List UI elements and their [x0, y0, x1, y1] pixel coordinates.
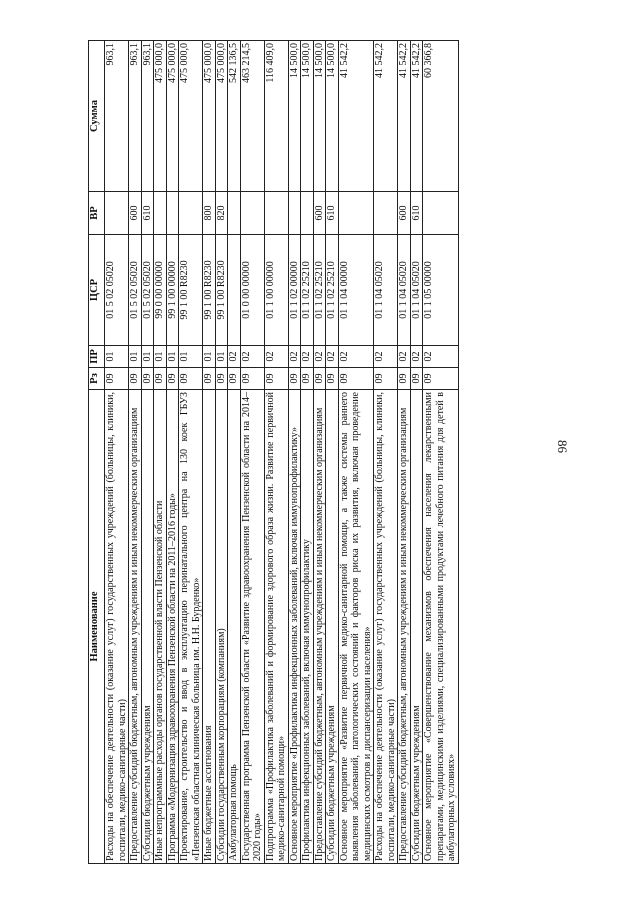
cell-name: Профилактика инфекционных заболеваний, включая иммунопрофилактику: [301, 390, 314, 864]
cell-sum: 463 214,5: [240, 41, 264, 192]
header-rz: Рз: [89, 368, 105, 390]
cell-sum: 963,1: [129, 41, 142, 192]
cell-pr: 02: [301, 346, 314, 368]
cell-pr: 01: [215, 346, 228, 368]
cell-name: Подпрограмма «Профилактика заболеваний и формирование здорового образа жизни. Развитие первичной медико-санитарной помощи»: [264, 390, 288, 864]
cell-csr: 01 1 02 25210: [301, 235, 314, 346]
cell-sum: 14 500,0: [313, 41, 326, 192]
cell-rz: 09: [154, 368, 167, 390]
cell-csr: 99 1 00 00000: [166, 235, 179, 346]
table-row: [129, 41, 142, 864]
cell-name: Иные бюджетные ассигнования: [203, 390, 216, 864]
cell-vr: [240, 192, 264, 235]
cell-sum: 41 542,2: [374, 41, 398, 192]
cell-name: Проектирование, строительство и ввод в эксплуатацию перинатального центра на 130 коек ГБУЗ «Пензенская областная клиническая больница им. Н.Н. Бурденко»: [179, 390, 203, 864]
cell-vr: [179, 192, 203, 235]
cell-pr: 01: [166, 346, 179, 368]
cell-rz: 09: [288, 368, 301, 390]
cell-pr: 02: [423, 346, 459, 368]
cell-csr: 01 1 04 05020: [410, 235, 423, 346]
budget-table: [88, 40, 459, 864]
cell-pr: 02: [288, 346, 301, 368]
table-row: [215, 41, 228, 864]
table-row: [374, 41, 398, 864]
cell-name: Программа «Модернизация здравоохранения Пензенской области на 2011–2016 годы»: [166, 390, 179, 864]
cell-rz: 09: [141, 368, 154, 390]
cell-pr: 01: [179, 346, 203, 368]
page-number: 86: [555, 440, 570, 453]
table-row: [179, 41, 203, 864]
cell-sum: 475 000,0: [215, 41, 228, 192]
cell-csr: [228, 235, 241, 346]
cell-pr: 01: [105, 346, 129, 368]
cell-csr: 01 0 00 00000: [240, 235, 264, 346]
cell-vr: [374, 192, 398, 235]
table-row: [423, 41, 459, 864]
cell-csr: 01 1 00 00000: [264, 235, 288, 346]
cell-rz: 09: [338, 368, 374, 390]
cell-pr: 02: [264, 346, 288, 368]
cell-name: Основное мероприятие «Совершенствование механизмов обеспечения населения лекарственными препаратами, медицинскими изделиями, специализированными продуктами лечебного питания для детей в амбулаторных условиях»: [423, 390, 459, 864]
cell-csr: 99 0 00 00000: [154, 235, 167, 346]
cell-csr: 99 1 00 R8230: [179, 235, 203, 346]
cell-pr: 02: [338, 346, 374, 368]
cell-csr: 01 5 02 05020: [141, 235, 154, 346]
cell-rz: 09: [326, 368, 339, 390]
cell-rz: 09: [179, 368, 203, 390]
cell-name: Субсидии государственным корпорациям (компаниям): [215, 390, 228, 864]
cell-vr: [338, 192, 374, 235]
cell-vr: [288, 192, 301, 235]
cell-rz: 09: [129, 368, 142, 390]
cell-csr: 01 1 04 05020: [398, 235, 411, 346]
cell-csr: 99 1 00 R8230: [203, 235, 216, 346]
cell-csr: 01 1 02 25210: [326, 235, 339, 346]
table-header-row: [89, 41, 105, 864]
cell-vr: 820: [215, 192, 228, 235]
cell-vr: 600: [129, 192, 142, 235]
table-row: [141, 41, 154, 864]
table-row: [301, 41, 314, 864]
cell-pr: 02: [374, 346, 398, 368]
cell-pr: 02: [240, 346, 264, 368]
cell-sum: 41 542,2: [410, 41, 423, 192]
cell-pr: 01: [154, 346, 167, 368]
cell-pr: 01: [129, 346, 142, 368]
cell-sum: 116 409,0: [264, 41, 288, 192]
cell-rz: 09: [398, 368, 411, 390]
table-row: [228, 41, 241, 864]
cell-rz: 09: [423, 368, 459, 390]
cell-name: Субсидии бюджетным учреждениям: [410, 390, 423, 864]
cell-csr: 01 1 02 25210: [313, 235, 326, 346]
cell-pr: 02: [326, 346, 339, 368]
cell-sum: 963,1: [141, 41, 154, 192]
cell-name: Государственная программа Пензенской области «Развитие здравоохранения Пензенской области на 2014–2020 годы»: [240, 390, 264, 864]
cell-name: Предоставление субсидий бюджетным, автономным учреждениям и иным некоммерческим организациям: [129, 390, 142, 864]
cell-rz: 09: [215, 368, 228, 390]
header-vr: ВР: [89, 192, 105, 235]
cell-vr: 610: [141, 192, 154, 235]
cell-vr: 600: [313, 192, 326, 235]
cell-sum: 14 500,0: [326, 41, 339, 192]
cell-pr: 02: [398, 346, 411, 368]
cell-vr: [228, 192, 241, 235]
cell-rz: 09: [203, 368, 216, 390]
cell-vr: [105, 192, 129, 235]
table-row: [410, 41, 423, 864]
cell-sum: 475 000,0: [203, 41, 216, 192]
header-pr: ПР: [89, 346, 105, 368]
cell-name: Основное мероприятие «Профилактика инфекционных заболеваний, включая иммунопрофилактику»: [288, 390, 301, 864]
cell-csr: 01 1 02 00000: [288, 235, 301, 346]
cell-rz: 09: [264, 368, 288, 390]
cell-csr: 01 5 02 05020: [129, 235, 142, 346]
table-row: [313, 41, 326, 864]
cell-sum: 60 366,8: [423, 41, 459, 192]
cell-pr: 01: [203, 346, 216, 368]
cell-rz: 09: [313, 368, 326, 390]
cell-rz: 09: [240, 368, 264, 390]
cell-name: Предоставление субсидий бюджетным, автономным учреждениям и иным некоммерческим организациям: [313, 390, 326, 864]
cell-vr: [301, 192, 314, 235]
cell-vr: 610: [326, 192, 339, 235]
cell-vr: [264, 192, 288, 235]
cell-rz: 09: [105, 368, 129, 390]
header-name: Наименование: [89, 390, 105, 864]
cell-csr: 01 5 02 05020: [105, 235, 129, 346]
cell-sum: 475 000,0: [166, 41, 179, 192]
cell-name: Основное мероприятие «Развитие первичной медико-санитарной помощи, а также системы раннего выявления заболеваний, патологических состояний и факторов риска их развития, включая проведение медицинских осмотров и диспансеризации населения»: [338, 390, 374, 864]
header-csr: ЦСР: [89, 235, 105, 346]
cell-sum: 41 542,2: [398, 41, 411, 192]
cell-pr: 02: [228, 346, 241, 368]
cell-rz: 09: [374, 368, 398, 390]
table-body: [105, 41, 459, 864]
table-row: [264, 41, 288, 864]
cell-name: Предоставление субсидий бюджетным, автономным учреждениям и иным некоммерческим организациям: [398, 390, 411, 864]
cell-sum: 963,1: [105, 41, 129, 192]
cell-sum: 475 000,0: [154, 41, 167, 192]
cell-name: Расходы на обеспечение деятельности (оказание услуг) государственных учреждений (больницы, клиники, госпитали, медико-санитарные части): [105, 390, 129, 864]
header-sum: Сумма: [89, 41, 105, 192]
cell-sum: 14 500,0: [288, 41, 301, 192]
cell-csr: 99 1 00 R8230: [215, 235, 228, 346]
cell-sum: 41 542,2: [338, 41, 374, 192]
cell-vr: 600: [398, 192, 411, 235]
cell-name: Субсидии бюджетным учреждениям: [326, 390, 339, 864]
cell-rz: 09: [410, 368, 423, 390]
cell-rz: 09: [301, 368, 314, 390]
table-row: [240, 41, 264, 864]
table-row: [166, 41, 179, 864]
cell-sum: 542 136,5: [228, 41, 241, 192]
cell-sum: 14 500,0: [301, 41, 314, 192]
table-row: [326, 41, 339, 864]
cell-name: Субсидии бюджетным учреждениям: [141, 390, 154, 864]
cell-pr: 02: [410, 346, 423, 368]
cell-pr: 01: [141, 346, 154, 368]
cell-vr: 800: [203, 192, 216, 235]
cell-sum: 475 000,0: [179, 41, 203, 192]
cell-rz: 09: [166, 368, 179, 390]
cell-csr: 01 1 05 00000: [423, 235, 459, 346]
cell-name: Расходы на обеспечение деятельности (оказание услуг) государственных учреждений (больницы, клиники, госпитали, медико-санитарные части): [374, 390, 398, 864]
table-row: [203, 41, 216, 864]
cell-vr: [166, 192, 179, 235]
cell-csr: 01 1 04 00000: [338, 235, 374, 346]
table-row: [154, 41, 167, 864]
cell-vr: [423, 192, 459, 235]
table-row: [398, 41, 411, 864]
table-row: [105, 41, 129, 864]
cell-name: Иные непрограммные расходы органов государственной власти Пензенской области: [154, 390, 167, 864]
cell-name: Амбулаторная помощь: [228, 390, 241, 864]
cell-pr: 02: [313, 346, 326, 368]
cell-csr: 01 1 04 05020: [374, 235, 398, 346]
table-row: [338, 41, 374, 864]
cell-rz: 09: [228, 368, 241, 390]
table-row: [288, 41, 301, 864]
cell-vr: 610: [410, 192, 423, 235]
cell-vr: [154, 192, 167, 235]
rotated-page: [88, 41, 562, 864]
